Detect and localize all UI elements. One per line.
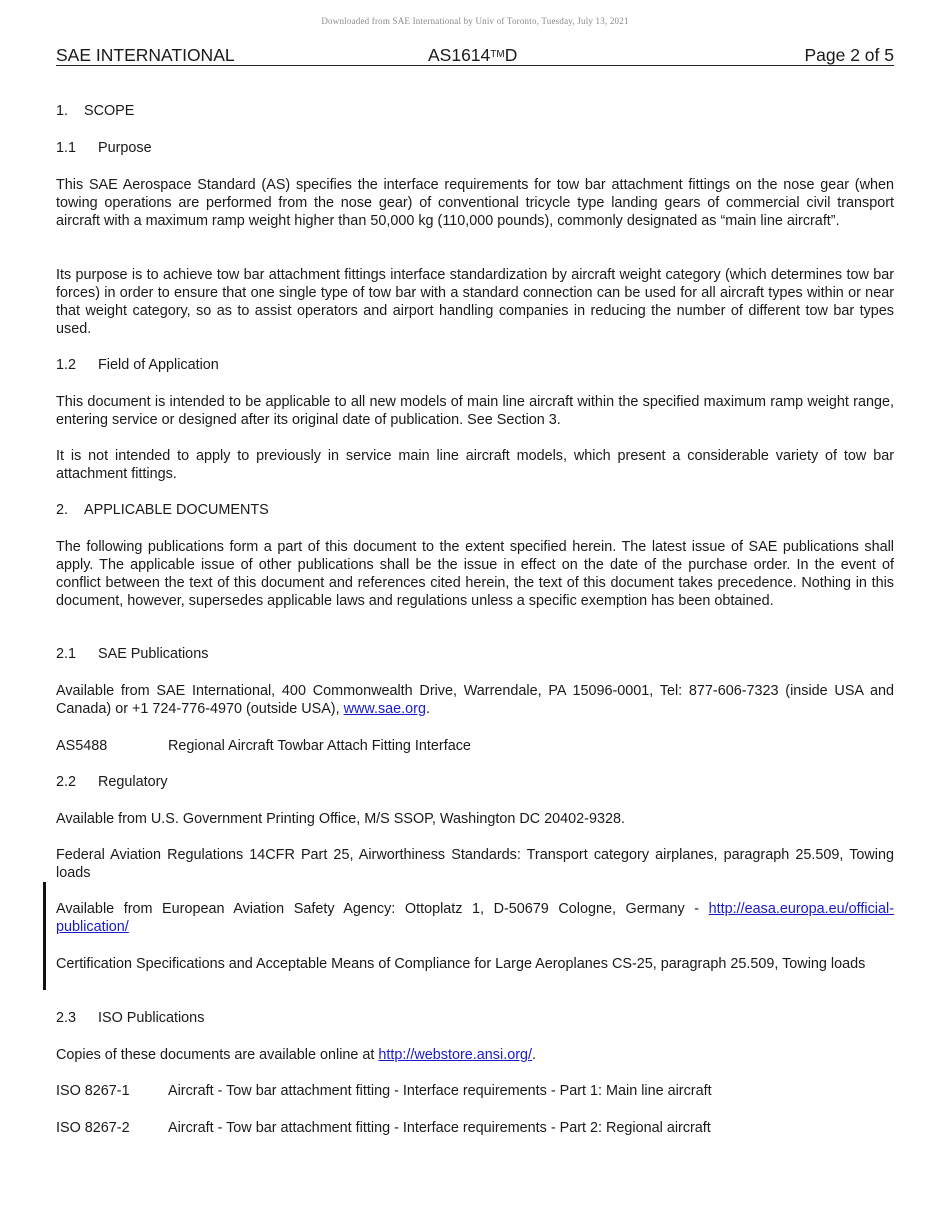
easa-availability-paragraph: Available from European Aviation Safety Agency: Ottoplatz 1, D-50679 Cologne, Germany - http://easa.europa.eu/official-publication/: [56, 901, 894, 935]
application-paragraph-1: This document is intended to be applicable to all new models of main line aircraft within the specified maximum ramp weight range, entering service or designed after its original date of publication. See Section 3.: [56, 394, 894, 428]
header-document-id: AS1614™D: [428, 45, 518, 65]
section-1-1-heading: 1.1 Purpose: [56, 140, 152, 156]
section-2-3-heading: 2.3 ISO Publications: [56, 1010, 205, 1026]
sae-availability-paragraph: Available from SAE International, 400 Commonwealth Drive, Warrendale, PA 15096-0001, Tel: 877-606-7323 (inside USA and Canada) or +1 724-776-4970 (outside USA), www.sae.org.: [56, 683, 894, 717]
application-paragraph-2: It is not intended to apply to previously in service main line aircraft models, which present a considerable variety of tow bar attachment fittings.: [56, 448, 894, 482]
sae-website-link[interactable]: www.sae.org: [343, 701, 426, 717]
section-1-2-heading: 1.2 Field of Application: [56, 357, 219, 373]
faa-regulation-paragraph: Federal Aviation Regulations 14CFR Part 25, Airworthiness Standards: Transport category airplanes, paragraph 25.509, Towing loads: [56, 847, 894, 881]
revision-change-bar: [43, 882, 46, 990]
reference-iso-8267-1: ISO 8267-1 Aircraft - Tow bar attachment fitting - Interface requirements - Part 1: Main line aircraft: [56, 1083, 712, 1099]
section-2-1-heading: 2.1 SAE Publications: [56, 646, 209, 662]
section-1-heading: 1. SCOPE: [56, 103, 135, 119]
section-2-heading: 2. APPLICABLE DOCUMENTS: [56, 502, 269, 518]
purpose-paragraph-1: This SAE Aerospace Standard (AS) specifies the interface requirements for tow bar attachment fittings on the nose gear (when towing operations are performed from the nose gear) of conventional tricycle type landing gears of commercial civil transport aircraft with a maximum ramp weight higher than 50,000 kg (110,000 pounds), commonly designated as “main line aircraft”.: [56, 177, 894, 229]
iso-availability-paragraph: Copies of these documents are available online at http://webstore.ansi.org/.: [56, 1047, 536, 1063]
ansi-webstore-link[interactable]: http://webstore.ansi.org/: [378, 1047, 532, 1063]
applicable-docs-paragraph: The following publications form a part of this document to the extent specified herein. The latest issue of SAE publications shall apply. The applicable issue of other publications shall be the issue in effect on the date of the purchase order. In the event of conflict between the text of this document and references cited herein, the text of this document takes precedence. Nothing in this document, however, supersedes applicable laws and regulations unless a specific exemption has been obtained.: [56, 539, 894, 609]
gpo-availability-paragraph: Available from U.S. Government Printing Office, M/S SSOP, Washington DC 20402-9328.: [56, 811, 625, 827]
purpose-paragraph-2: Its purpose is to achieve tow bar attachment fittings interface standardization by aircraft weight category (which determines tow bar forces) in order to ensure that one single type of tow bar with a standard connection can be used for all aircraft types within or near that weight category, so as to assist operators and airport handling companies in reducing the number of different tow bar types used.: [56, 267, 894, 337]
easa-publication-link[interactable]: http://easa.europa.eu/official-publication/: [56, 901, 894, 935]
download-watermark: Downloaded from SAE International by Univ of Toronto, Tuesday, July 13, 2021: [321, 16, 629, 26]
reference-as5488: AS5488 Regional Aircraft Towbar Attach Fitting Interface: [56, 738, 471, 754]
cs25-specification-paragraph: Certification Specifications and Acceptable Means of Compliance for Large Aeroplanes CS-25, paragraph 25.509, Towing loads: [56, 956, 866, 972]
header-page-number: Page 2 of 5: [804, 45, 894, 65]
section-2-2-heading: 2.2 Regulatory: [56, 774, 168, 790]
header-organization: SAE INTERNATIONAL: [56, 45, 235, 65]
reference-iso-8267-2: ISO 8267-2 Aircraft - Tow bar attachment fitting - Interface requirements - Part 2: Regional aircraft: [56, 1120, 711, 1136]
page-header: [56, 45, 894, 66]
